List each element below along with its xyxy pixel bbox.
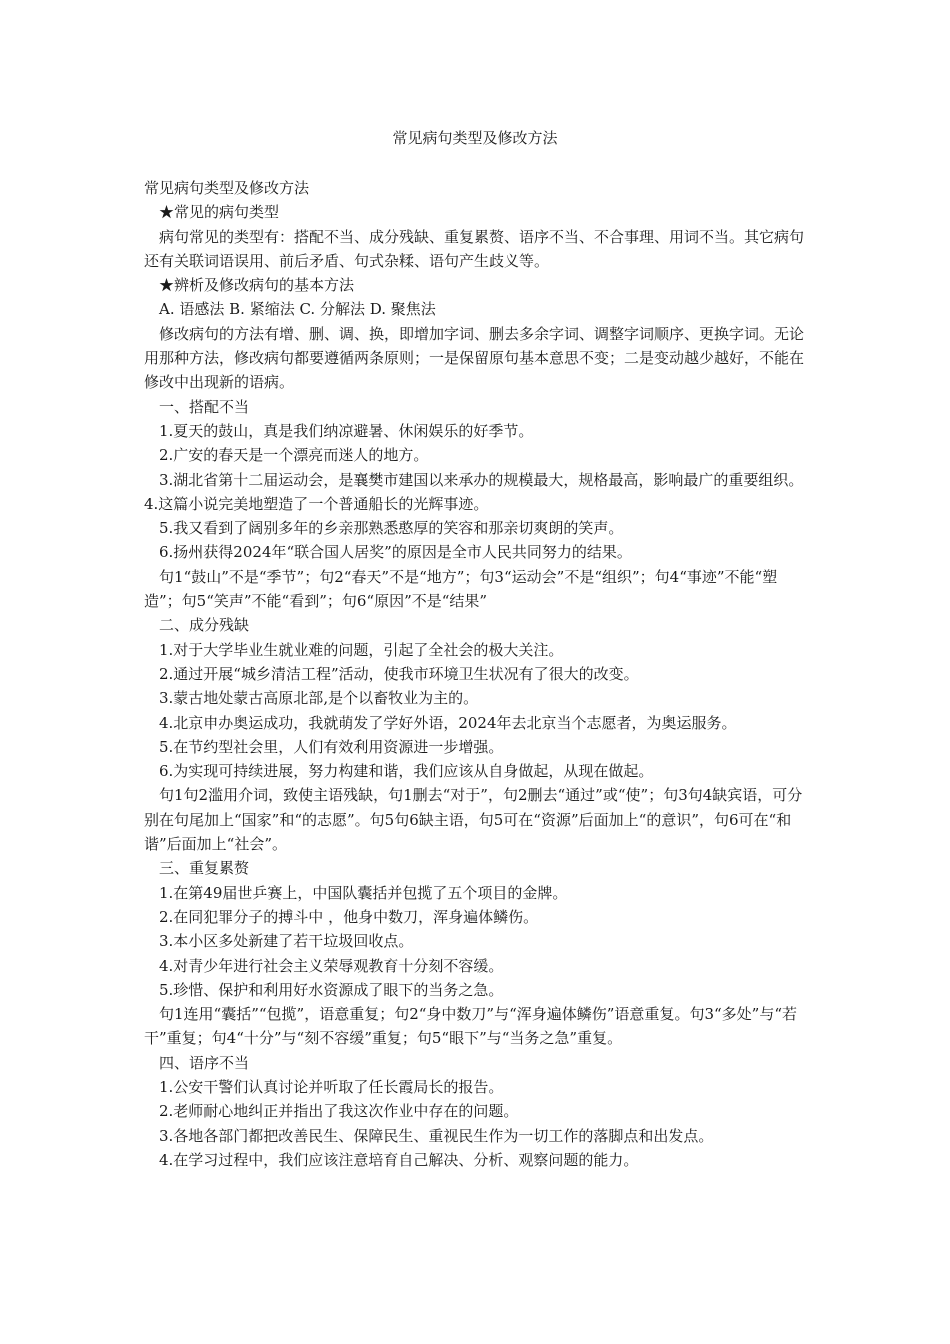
example-sentence: 1.夏天的鼓山，真是我们纳凉避暑、休闲娱乐的好季节。: [159, 421, 534, 440]
section-heading: ★辨析及修改病句的基本方法: [159, 276, 355, 295]
example-sentence: 2.在同犯罪分子的搏斗中 ，他身中数刀，浑身遍体鳞伤。: [159, 907, 539, 926]
section-heading: 三、重复累赘: [159, 859, 250, 878]
example-sentence: 2.广安的春天是一个漂亮而迷人的地方。: [159, 446, 429, 465]
paragraph: 修改病句的方法有增、删、调、换，即增加字词、删去多余字词、调整字词顺序、更换字词。无论用那种方法，修改病句都要遵循两条原则；一是保留原句基本意思不变；二是变动越少越好，不能在修改中出现新的语病。: [144, 324, 805, 392]
example-sentence: 5.珍惜、保护和利用好水资源成了眼下的当务之急。: [159, 980, 504, 999]
example-sentence: 3.本小区多处新建了若干垃圾回收点。: [159, 932, 414, 951]
example-sentence: 2.通过开展“城乡清洁工程”活动，使我市环境卫生状况有了很大的改变。: [159, 664, 639, 683]
document-title: 常见病句类型及修改方法: [392, 129, 558, 147]
paragraph: 病句常见的类型有：搭配不当、成分残缺、重复累赘、语序不当、不合事理、用词不当。其它病句还有关联词语误用、前后矛盾、句式杂糅、语句产生歧义等。: [144, 227, 805, 270]
example-sentence: 4.北京申办奥运成功，我就萌发了学好外语，2024年去北京当个志愿者，为奥运服务。: [159, 713, 737, 732]
example-sentence: 3.各地各部门都把改善民生、保障民生、重视民生作为一切工作的落脚点和出发点。: [159, 1126, 714, 1145]
explanation: 句1“鼓山”不是“季节”；句2“春天”不是“地方”；句3“运动会”不是“组织”；句4“事迹”不能“塑造”；句5“笑声”不能“看到”；句6“原因”不是“结果”: [144, 567, 778, 611]
example-sentence: 5.在节约型社会里，人们有效利用资源进一步增强。: [159, 737, 504, 756]
section-heading: ★常见的病句类型: [159, 203, 280, 222]
section-heading: 四、语序不当: [159, 1053, 250, 1072]
example-sentence: 4.在学习过程中，我们应该注意培育自己解决、分析、观察问题的能力。: [159, 1150, 639, 1169]
example-sentence: 3.湖北省第十二届运动会，是襄樊市建国以来承办的规模最大，规格最高，影响最广的重要组织。 4.这篇小说完美地塑造了一个普通船长的光辉事迹。: [144, 470, 811, 513]
example-sentence: 6.扬州获得2024年“联合国人居奖”的原因是全市人民共同努力的结果。: [159, 543, 632, 562]
example-sentence: 1.在第49届世乒赛上，中国队囊括并包揽了五个项目的金牌。: [159, 883, 568, 902]
example-sentence: 6.为实现可持续进展，努力构建和谐，我们应该从自身做起，从现在做起。: [159, 762, 654, 781]
paragraph: A. 语感法 B. 紧缩法 C. 分解法 D. 聚焦法: [159, 300, 436, 319]
example-sentence: 2.老师耐心地纠正并指出了我这次作业中存在的问题。: [159, 1102, 519, 1121]
example-sentence: 4.对青少年进行社会主义荣辱观教育十分刻不容缓。: [159, 956, 504, 975]
example-sentence: 1.对于大学毕业生就业难的问题，引起了全社会的极大关注。: [159, 640, 564, 659]
section-heading: 一、搭配不当: [159, 397, 250, 416]
example-sentence: 3.蒙古地处蒙古高原北部,是个以畜牧业为主的。: [159, 689, 479, 708]
example-sentence: 1.公安干警们认真讨论并听取了任长霞局长的报告。: [159, 1077, 504, 1096]
explanation: 句1连用“囊括”“包揽”，语意重复；句2“身中数刀”与“浑身遍体鳞伤”语意重复。句3“多处”与“若干”重复；句4“十分”与“刻不容缓”重复；句5“眼下”与“当务之急”重复。: [144, 1005, 797, 1048]
section-heading: 二、成分残缺: [159, 616, 250, 635]
document-body: [144, 176, 809, 1172]
example-sentence: 5.我又看到了阔别多年的乡亲那熟悉憨厚的笑容和那亲切爽朗的笑声。: [159, 519, 624, 538]
paragraph: 常见病句类型及修改方法: [144, 179, 310, 197]
explanation: 句1句2滥用介词，致使主语残缺，句1删去“对于”，句2删去“通过”或“使”；句3句4缺宾语，可分别在句尾加上“国家”和“的志愿”。句5句6缺主语，句5可在“资源”后面加上“的意识”，句6可在“和谐”后面加上“社会”。: [144, 786, 803, 854]
